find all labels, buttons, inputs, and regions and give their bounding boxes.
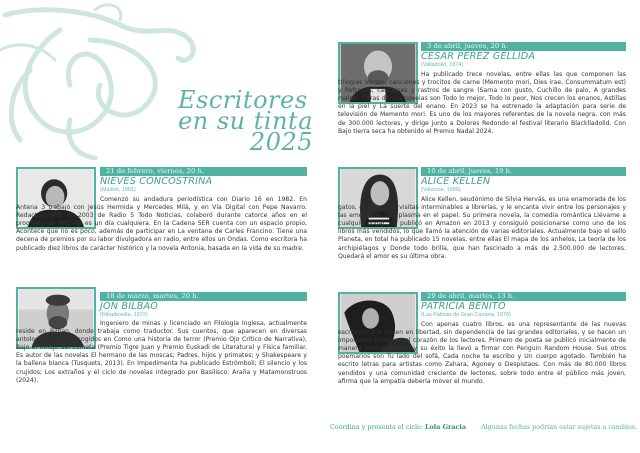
author-origin: (Madrid, 1961) (100, 187, 136, 193)
author-name: CÉSAR PÉREZ GELLIDA (421, 51, 536, 62)
author-name: NIEVES CONCOSTRINA (100, 176, 213, 187)
event-date: 10 de abril, jueves, 19 h. (421, 167, 626, 176)
author-bio: Con apenas cuatro libros, es una representante de las nuevas escritoras que nacen en libertad, sin dependencia de las grandes editoriales, y se hacen un importante hueco en el corazón de los lectores. Primero de poeta se publicó inicialmente de manera independiente, y su éxito la llevó a firmar con Penguin Random House. Sus otros poemarios son Tu lado del sofá, Cada noche te escribo y Un cuerpo agotado. También ha escrito letras para artistas como Zahara, Agoney o Despistaos. Con más de 80.000 libros vendidos y una comunidad creciente de lectores, sobre todo entre el público más joven, afirma que la empatía debería mover el mundo. (338, 321, 626, 385)
author-origin: (Valladolid, 1974) (421, 62, 464, 68)
author-origin: (Valencia, 1989) (421, 187, 461, 193)
schedule-notice: Algunas fechas podrían estar sujetas a cambios. (481, 423, 638, 431)
author-name: ALICE KELLEN (421, 176, 491, 187)
author-origin: (Ribadesella, 1972) (100, 312, 148, 318)
author-bio: Alice Kellen, seudónimo de Silvia Hervás, es una enamorada de los gatos, el arte y las visitas interminables a librerías, y le encanta vivir entre los personajes y las emociones que plasma en el papel. Su primera novela, la comedia romántica Llévame a cualquier lugar, se publicó en Amazon en 2013 y consiguió posicionarse como uno de los libros más vendidos, lo que llamó la atención de varias editoriales. Actualmente bajo el sello Planeta, en total ha publicado 15 novelas, entre ellas El mapa de los anhelos, La teoría de los archipiélagos y Donde todo brilla, que han fascinado a más de 2.500.000 de lectores. Quedará el amor es su última obra. (338, 196, 626, 260)
coordinator-label: Coordina y presenta el ciclo: (330, 423, 426, 431)
author-bio: Ha publicado trece novelas, entre ellas las que componen las trilogías Versos, canciones y trocitos de carne (Memento mori, Dies irae, Consummatum est) y Refranes, canciones y rastros de sangre (Sarna con gusto, Cuchillo de palo, A grandes males). Otras de sus novelas son Todo lo mejor, Todo lo peor, Nos crecen los enanos, Astillas en la piel y La suerte del enano. En 2023 se ha estrenado la adaptación para serie de televisión de Memento mori. Es uno de los mayores referentes de la novela negra, con más de 300.000 lectores, y dirige junto a Dolores Redondo el festival literario Blacklladolid. Con Bajo tierra seca ha obtenido el Premio Nadal 2024. (338, 71, 626, 135)
author-name: JON BILBAO (100, 301, 159, 312)
title-line-3: 2025 (249, 128, 313, 156)
author-bio: Ingeniero de minas y licenciado en Filología Inglesa, actualmente reside en Bilbao, donde trabaja como traductor. Sus cuentos, que aparecen en diversas antologías, están recogidos en Como una historia de terror (Premio Ojo Crítico de Narrativa), Bajo el influjo del cometa (Premio Tigre Juan y Premio Euskadi de Literatura) y Física familiar. Es autor de las novelas El hermano de las moscas; Padres, hijos y primates; y Shakespeare y la ballena blanca (Tusquets, 2013). En Impedimenta ha publicado Estrómboli; El silencio y los crujidos; Los extraños y el ciclo de novelas integrado por Basilisco; Araña y Matamonstruos (2024). (16, 320, 307, 384)
author-name: PATRICIA BENITO (421, 301, 506, 312)
cycle-title (178, 86, 313, 156)
coordinator-credit (330, 423, 466, 431)
title-line-2: en su tinta (178, 107, 313, 135)
event-date: 21 de febrero, viernes, 20 h. (100, 167, 307, 176)
right-page (320, 0, 640, 453)
title-line-1: Escritores (178, 86, 308, 114)
event-date: 18 de marzo, martes, 20 h. (100, 292, 307, 301)
event-date: 3 de abril, jueves, 20 h. (421, 42, 626, 51)
coordinator-name: Lola Gracia (425, 423, 467, 431)
author-origin: (Las Palmas de Gran Canaria, 1978) (421, 312, 511, 318)
author-bio: Comenzó su andadura periodística con Diario 16 en 1982. En Antena 3 trabajó con Jesús Hermida y Mercedes Milá, y en Vía Digital con Pepe Navarro. Redactora jefa en 2003 de Radio 5 Todo Noticias, colaboró durante catorce años en el programa de RNE No es un día cualquiera. En la Cadena SER cuenta con un espacio propio, Acontece que no es poco, además de participar en La ventana de Carles Francino. Tiene una decena de premios por su labor divulgadora en radio, entre ellos un Ondas. Como escritora ha publicado diez libros de carácter histórico y la novela Antonia, basada en la vida de su madre. (16, 196, 307, 252)
event-date: 29 de abril, martes, 13 h. (421, 292, 626, 301)
